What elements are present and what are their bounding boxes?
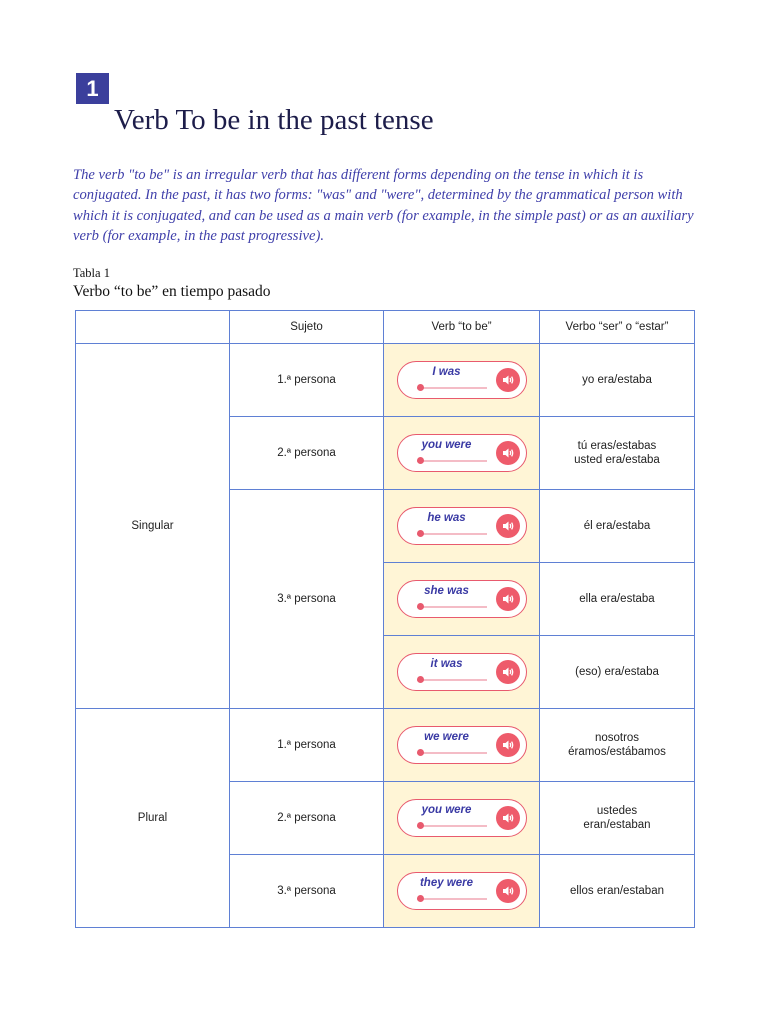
audio-progress-knob[interactable] (417, 676, 424, 683)
header-subject: Sujeto (230, 311, 384, 344)
audio-progress-track[interactable] (417, 752, 487, 754)
verb-cell (384, 709, 540, 782)
audio-player[interactable] (397, 507, 527, 545)
table-header-row (76, 311, 695, 344)
spanish-translation-line: éramos/estábamos (568, 746, 666, 758)
spanish-translation-cell (540, 490, 695, 563)
spanish-translation-cell (540, 563, 695, 636)
spanish-translation-line: (eso) era/estaba (575, 666, 659, 678)
speaker-icon[interactable] (496, 733, 520, 757)
audio-progress-track[interactable] (417, 533, 487, 535)
spanish-translation-line: nosotros (594, 732, 640, 744)
speaker-icon[interactable] (496, 806, 520, 830)
table-caption-title: Verbo “to be” en tiempo pasado (73, 283, 271, 300)
table-row (76, 709, 695, 782)
audio-progress-knob[interactable] (417, 749, 424, 756)
spanish-translation-line: eran/estaban (583, 819, 651, 831)
verb-form-label: you were (421, 439, 472, 451)
audio-progress-track[interactable] (417, 898, 487, 900)
spanish-translation-line: ustedes (596, 805, 638, 817)
number-group-cell: Plural (76, 709, 230, 928)
header-spanish: Verbo “ser” o “estar” (540, 311, 695, 344)
verb-cell (384, 490, 540, 563)
spanish-translation-line: ella era/estaba (579, 593, 655, 605)
audio-progress-knob[interactable] (417, 457, 424, 464)
verb-form-label: we were (424, 731, 469, 743)
subject-cell: 2.ª persona (230, 417, 384, 490)
speaker-icon[interactable] (496, 368, 520, 392)
spanish-translation-line: ellos eran/estaban (570, 885, 664, 897)
number-group-cell: Singular (76, 344, 230, 709)
audio-progress-track[interactable] (417, 825, 487, 827)
audio-player[interactable] (397, 872, 527, 910)
subject-cell: 1.ª persona (230, 709, 384, 782)
audio-progress-track[interactable] (417, 606, 487, 608)
spanish-translation-line: tú eras/estabas (577, 440, 657, 452)
audio-player[interactable] (397, 361, 527, 399)
page-title: Verb To be in the past tense (114, 104, 434, 136)
table-caption-number: Tabla 1 (73, 266, 110, 280)
verb-cell (384, 855, 540, 928)
verb-form-label: he was (427, 512, 466, 524)
audio-progress-track[interactable] (417, 460, 487, 462)
speaker-icon[interactable] (496, 514, 520, 538)
header-verb: Verb “to be” (384, 311, 540, 344)
spanish-translation-cell (540, 782, 695, 855)
verb-cell (384, 344, 540, 417)
verb-table (75, 310, 695, 928)
audio-progress-knob[interactable] (417, 530, 424, 537)
audio-progress-knob[interactable] (417, 603, 424, 610)
audio-progress-knob[interactable] (417, 895, 424, 902)
subject-cell: 1.ª persona (230, 344, 384, 417)
intro-paragraph: The verb "to be" is an irregular verb that has different forms depending on the tense in which it is conjugated. In the past, it has two forms: "was" and "were", determined by the grammatical person with which it is conjugated, and can be used as a main verb (for example, in the simple past) or as an auxiliary verb (for example, in the past progressive). (73, 167, 694, 244)
spanish-translation-cell (540, 709, 695, 782)
spanish-translation-line: usted era/estaba (574, 454, 660, 466)
audio-player[interactable] (397, 653, 527, 691)
verb-form-label: they were (419, 877, 474, 889)
audio-progress-track[interactable] (417, 387, 487, 389)
verb-cell (384, 417, 540, 490)
speaker-icon[interactable] (496, 441, 520, 465)
table-row (76, 344, 695, 417)
audio-progress-track[interactable] (417, 679, 487, 681)
speaker-icon[interactable] (496, 587, 520, 611)
spanish-translation-cell (540, 417, 695, 490)
verb-cell (384, 636, 540, 709)
speaker-icon[interactable] (496, 879, 520, 903)
audio-progress-knob[interactable] (417, 822, 424, 829)
verb-form-label: I was (432, 366, 461, 378)
verb-form-label: she was (424, 585, 469, 597)
spanish-translation-cell (540, 855, 695, 928)
spanish-translation-line: yo era/estaba (582, 374, 652, 386)
audio-player[interactable] (397, 799, 527, 837)
spanish-translation-cell (540, 344, 695, 417)
section-number-badge: 1 (76, 73, 109, 104)
audio-progress-knob[interactable] (417, 384, 424, 391)
audio-player[interactable] (397, 434, 527, 472)
speaker-icon[interactable] (496, 660, 520, 684)
subject-cell: 3.ª persona (230, 855, 384, 928)
verb-cell (384, 782, 540, 855)
spanish-translation-cell (540, 636, 695, 709)
header-group (76, 311, 230, 344)
verb-form-label: you were (421, 804, 472, 816)
audio-player[interactable] (397, 580, 527, 618)
subject-cell: 3.ª persona (230, 490, 384, 709)
spanish-translation-line: él era/estaba (583, 520, 651, 532)
audio-player[interactable] (397, 726, 527, 764)
verb-cell (384, 563, 540, 636)
verb-form-label: it was (430, 658, 463, 670)
subject-cell: 2.ª persona (230, 782, 384, 855)
